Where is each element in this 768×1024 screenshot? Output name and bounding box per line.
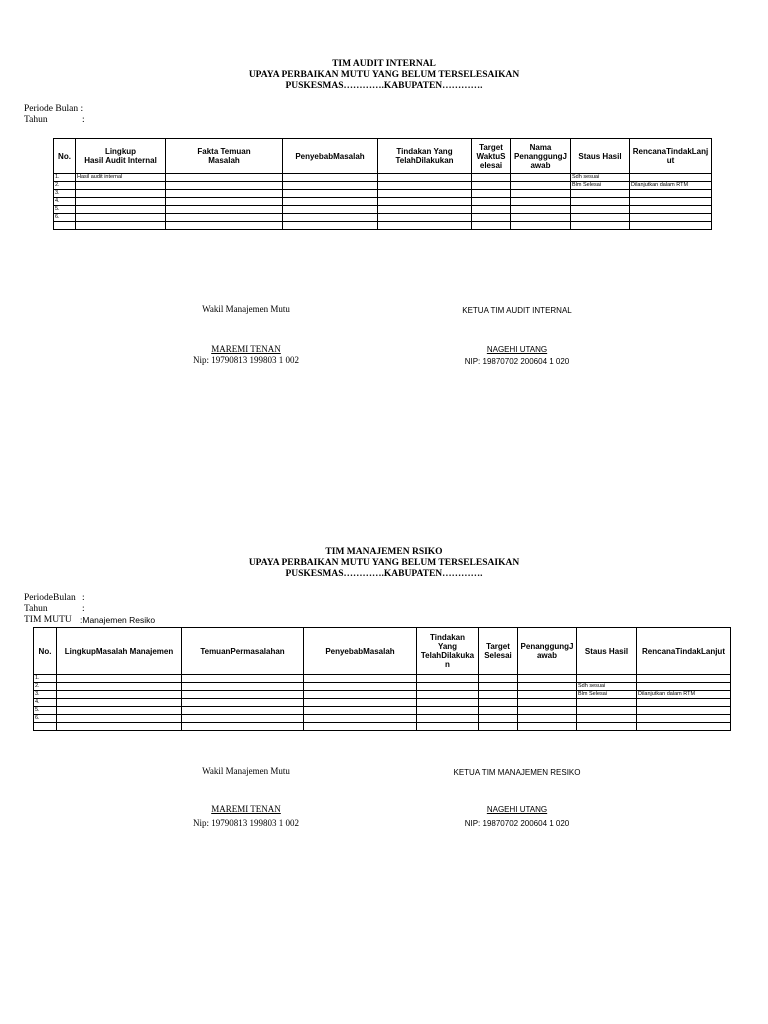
table-cell — [417, 707, 479, 715]
table-cell — [283, 214, 378, 222]
table-cell — [571, 206, 630, 214]
table-cell — [577, 723, 637, 731]
table-cell — [57, 691, 182, 699]
column-header: Tindakan Yang TelahDilakukan — [378, 139, 472, 174]
table-cell — [630, 198, 712, 206]
table-cell — [479, 707, 518, 715]
table-cell — [57, 699, 182, 707]
table-cell: Dilanjutkan dalam RTM — [630, 182, 712, 190]
table-cell — [479, 691, 518, 699]
table-cell — [182, 691, 304, 699]
table-cell — [166, 214, 283, 222]
table-cell — [57, 715, 182, 723]
form2-periode-label: PeriodeBulan — [24, 593, 76, 603]
table-cell — [417, 683, 479, 691]
table-cell — [182, 675, 304, 683]
table-cell — [182, 715, 304, 723]
table-cell — [378, 174, 472, 182]
table-row — [54, 190, 712, 198]
table-cell — [417, 723, 479, 731]
form2-title-1: TIM MANAJEMEN RSIKO — [325, 547, 443, 557]
table-cell — [182, 707, 304, 715]
table-cell — [479, 699, 518, 707]
table-row — [34, 691, 731, 699]
table-cell — [182, 699, 304, 707]
table-cell — [54, 222, 76, 230]
table-cell — [57, 675, 182, 683]
table-cell — [511, 206, 571, 214]
table-cell: Dilanjutkan dalam RTM — [637, 691, 731, 699]
table-cell: Sdh sesuai — [571, 174, 630, 182]
form2-timmutu-value: :Manajemen Resiko — [80, 615, 156, 625]
table-cell — [571, 222, 630, 230]
form1-sign-right-role: KETUA TIM AUDIT INTERNAL — [462, 306, 572, 315]
table-cell — [182, 723, 304, 731]
table-cell — [166, 182, 283, 190]
table-cell — [637, 723, 731, 731]
form2-sign-left-name: MAREMI TENAN — [211, 804, 281, 814]
table-cell — [304, 699, 417, 707]
table-cell — [577, 675, 637, 683]
column-header: PenyebabMasalah — [283, 139, 378, 174]
column-header: Target WaktuS elesai — [472, 139, 511, 174]
table-cell — [283, 190, 378, 198]
table-cell — [630, 206, 712, 214]
column-header: LingkupMasalah Manajemen — [57, 628, 182, 675]
table-cell — [166, 206, 283, 214]
table-row — [34, 699, 731, 707]
table-row — [34, 715, 731, 723]
table-cell — [637, 675, 731, 683]
table-cell: 6. — [34, 715, 57, 723]
form2-title-3: PUSKESMAS………….KABUPATEN…………. — [285, 569, 483, 579]
table-cell — [518, 683, 577, 691]
table-cell — [479, 715, 518, 723]
form2-sign-right-name: NAGEHI UTANG — [486, 805, 548, 814]
form1-title-2: UPAYA PERBAIKAN MUTU YANG BELUM TERSELESAIKAN — [248, 70, 520, 80]
form2-periode-colon: : — [82, 593, 85, 603]
table-row — [54, 222, 712, 230]
column-header: PenanggungJ awab — [518, 628, 577, 675]
table-cell — [76, 206, 166, 214]
table-cell — [283, 206, 378, 214]
form2-table — [33, 627, 731, 731]
table-row — [54, 206, 712, 214]
table-cell — [76, 214, 166, 222]
form1-sign-left-role: Wakil Manajemen Mutu — [202, 304, 290, 314]
table-cell — [479, 683, 518, 691]
table-cell — [571, 198, 630, 206]
table-cell: 5. — [54, 206, 76, 214]
table-cell — [76, 198, 166, 206]
table-cell — [283, 182, 378, 190]
table-cell — [76, 182, 166, 190]
column-header: TemuanPermasalahan — [182, 628, 304, 675]
table-cell — [630, 222, 712, 230]
table-cell — [637, 715, 731, 723]
table-cell — [34, 723, 57, 731]
table-cell — [57, 683, 182, 691]
table-cell — [479, 723, 518, 731]
table-cell — [166, 190, 283, 198]
table-cell — [630, 174, 712, 182]
table-cell — [577, 715, 637, 723]
table-cell — [283, 174, 378, 182]
table-cell: 1. — [34, 675, 57, 683]
table-cell — [378, 182, 472, 190]
form1-sign-left-name: MAREMI TENAN — [211, 344, 281, 354]
table-cell — [472, 206, 511, 214]
column-header: Lingkup Hasil Audit Internal — [76, 139, 166, 174]
table-cell — [637, 683, 731, 691]
table-row — [34, 723, 731, 731]
table-cell — [571, 190, 630, 198]
table-cell — [378, 222, 472, 230]
table-cell — [511, 174, 571, 182]
column-header: Staus Hasil — [571, 139, 630, 174]
form1-sign-left-nip: Nip: 19790813 199803 1 002 — [192, 355, 299, 365]
column-header: Staus Hasil — [577, 628, 637, 675]
form2-timmutu-label: TIM MUTU — [24, 615, 72, 625]
table-cell — [378, 214, 472, 222]
table-cell: Hasil audit internal — [76, 174, 166, 182]
table-cell — [518, 699, 577, 707]
table-cell: Blm Selesai — [571, 182, 630, 190]
table-cell: 2. — [34, 683, 57, 691]
table-cell — [571, 214, 630, 222]
column-header: Tindakan Yang TelahDilakuka n — [417, 628, 479, 675]
table-cell — [518, 715, 577, 723]
table-cell — [283, 222, 378, 230]
table-cell: 3. — [34, 691, 57, 699]
table-cell — [57, 707, 182, 715]
table-row — [54, 182, 712, 190]
table-cell — [518, 723, 577, 731]
form2-sign-left-nip: Nip: 19790813 199803 1 002 — [192, 818, 299, 828]
table-cell: 4. — [54, 198, 76, 206]
table-cell — [76, 190, 166, 198]
column-header: Nama PenanggungJ awab — [511, 139, 571, 174]
table-cell — [304, 715, 417, 723]
table-cell — [518, 675, 577, 683]
table-cell — [511, 222, 571, 230]
table-row — [54, 198, 712, 206]
table-cell — [304, 707, 417, 715]
table-cell — [417, 715, 479, 723]
form2-header-row — [34, 628, 731, 675]
form1-sign-right-name: NAGEHI UTANG — [486, 345, 548, 354]
form2-tahun-colon: : — [82, 604, 85, 614]
table-cell: 5. — [34, 707, 57, 715]
table-cell: 1. — [54, 174, 76, 182]
table-row — [34, 683, 731, 691]
column-header: No. — [34, 628, 57, 675]
table-cell — [637, 707, 731, 715]
table-row — [54, 174, 712, 182]
column-header: No. — [54, 139, 76, 174]
table-cell: 4. — [34, 699, 57, 707]
column-header: Fakta Temuan Masalah — [166, 139, 283, 174]
table-cell: Blm Selesai — [577, 691, 637, 699]
table-cell — [511, 198, 571, 206]
table-cell — [511, 182, 571, 190]
table-cell — [630, 190, 712, 198]
table-cell — [518, 707, 577, 715]
column-header: RencanaTindakLanjut — [637, 628, 731, 675]
table-cell — [518, 691, 577, 699]
form1-tahun-colon: : — [82, 115, 85, 125]
table-cell — [417, 675, 479, 683]
table-cell: 3. — [54, 190, 76, 198]
table-cell: Sdh sesuai — [577, 683, 637, 691]
form2-tahun-label: Tahun — [24, 604, 48, 614]
table-cell — [182, 683, 304, 691]
table-cell — [472, 222, 511, 230]
table-cell — [472, 182, 511, 190]
form1-tahun-label: Tahun — [24, 115, 48, 125]
column-header: RencanaTindakLanj ut — [630, 139, 712, 174]
table-cell — [577, 699, 637, 707]
table-cell — [472, 174, 511, 182]
table-cell — [57, 723, 182, 731]
form1-periode-label: Periode Bulan : — [24, 104, 84, 114]
form2-sign-right-nip: NIP: 19870702 200604 1 020 — [464, 819, 570, 828]
table-cell — [304, 675, 417, 683]
table-cell — [511, 190, 571, 198]
form1-sign-right-nip: NIP: 19870702 200604 1 020 — [464, 357, 570, 366]
table-cell: 6. — [54, 214, 76, 222]
form2-sign-right-role: KETUA TIM MANAJEMEN RESIKO — [453, 768, 581, 777]
table-cell — [304, 683, 417, 691]
column-header: PenyebabMasalah — [304, 628, 417, 675]
form1-table — [53, 138, 712, 230]
form2-sign-left-role: Wakil Manajemen Mutu — [202, 766, 290, 776]
table-cell — [472, 190, 511, 198]
table-cell — [472, 198, 511, 206]
form1-title-1: TIM AUDIT INTERNAL — [332, 59, 436, 69]
table-cell — [378, 198, 472, 206]
table-row — [54, 214, 712, 222]
table-cell — [479, 675, 518, 683]
table-row — [34, 675, 731, 683]
table-cell — [511, 214, 571, 222]
form1-title-3: PUSKESMAS………….KABUPATEN…………. — [285, 81, 483, 91]
table-cell — [304, 691, 417, 699]
table-cell — [472, 214, 511, 222]
table-cell — [166, 222, 283, 230]
table-cell — [637, 699, 731, 707]
table-cell — [166, 174, 283, 182]
table-cell — [166, 198, 283, 206]
table-cell — [378, 206, 472, 214]
form1-header-row — [54, 139, 712, 174]
form2-title-2: UPAYA PERBAIKAN MUTU YANG BELUM TERSELESAIKAN — [248, 558, 520, 568]
table-cell — [76, 222, 166, 230]
table-cell — [630, 214, 712, 222]
table-cell — [417, 699, 479, 707]
table-cell — [304, 723, 417, 731]
table-cell: 2. — [54, 182, 76, 190]
table-cell — [417, 691, 479, 699]
table-cell — [577, 707, 637, 715]
table-cell — [378, 190, 472, 198]
column-header: Target Selesai — [479, 628, 518, 675]
table-row — [34, 707, 731, 715]
table-cell — [283, 198, 378, 206]
